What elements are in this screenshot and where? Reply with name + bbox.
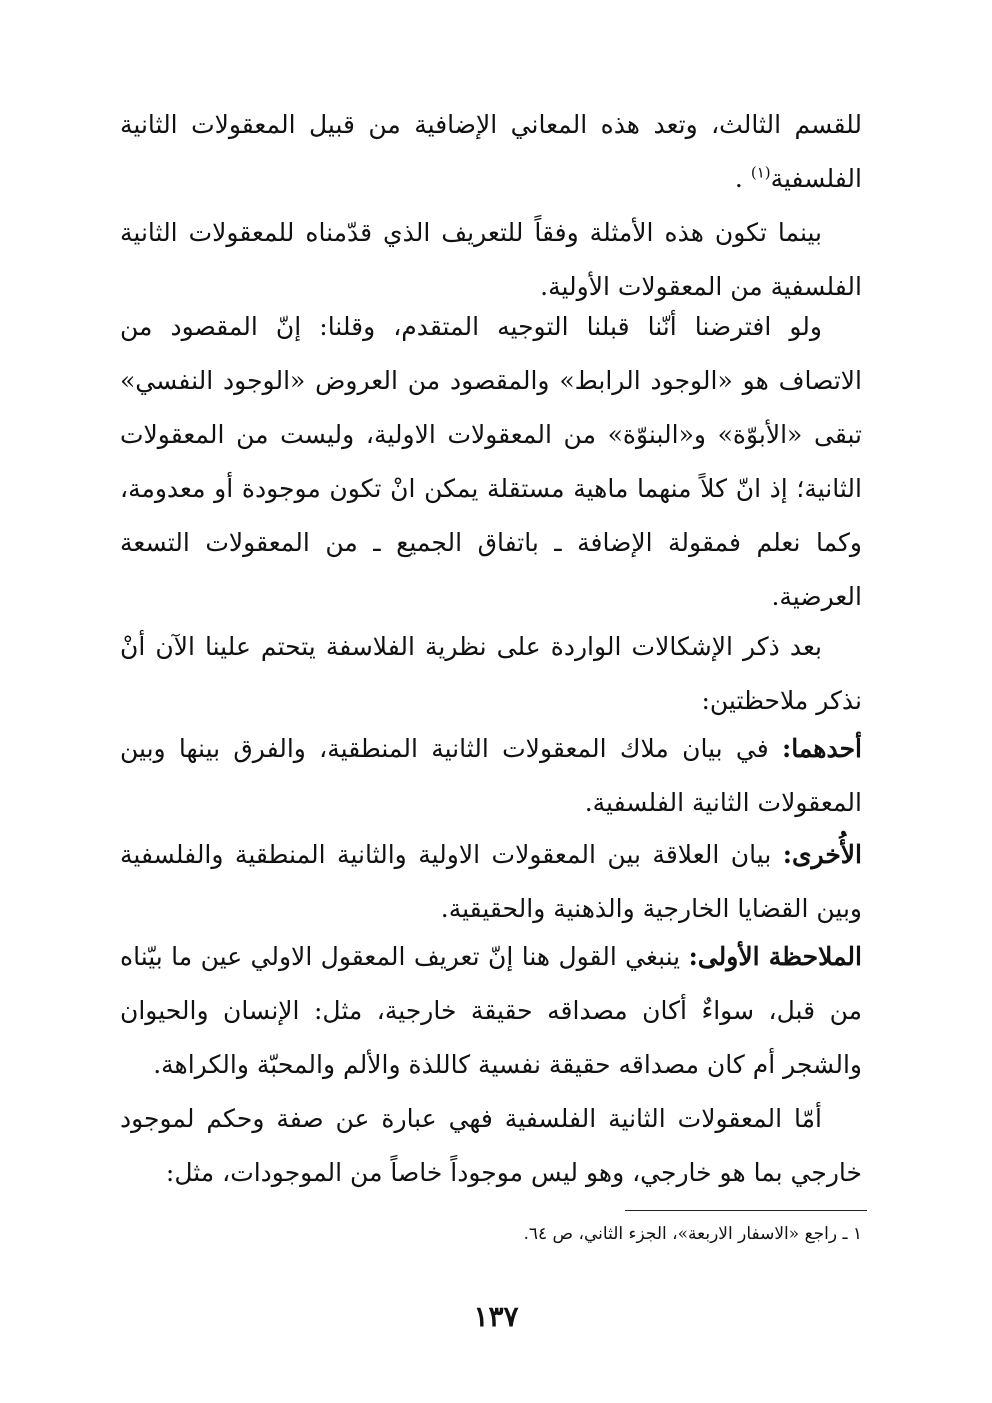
paragraph-7-text: ينبغي القول هنا إنّ تعريف المعقول الاولي عين ما بيّناه من قبل، سواءٌ أكان مصداقه حقيقة خارجية، مثل: الإنسان والحيوان والشجر أم كان مصداقه حقيقة نفسية كاللذة والألم والمحبّة والكراهة.: [120, 942, 862, 1079]
paragraph-1-text: للقسم الثالث، وتعد هذه المعاني الإضافية من قبيل المعقولات الثانية الفلسفية: [120, 110, 862, 193]
page-number: ١٣٧: [473, 1300, 519, 1333]
paragraph-1-end: .: [734, 164, 751, 193]
paragraph-7: [120, 930, 862, 1092]
paragraph-6-text: بيان العلاقة بين المعقولات الاولية والثانية المنطقية والفلسفية وبين القضايا الخارجية والذهنية والحقيقية.: [120, 840, 862, 923]
footnote: ١ ـ راجع «الاسفار الاربعة»، الجزء الثاني، ص ٦٤.: [523, 1224, 862, 1244]
paragraph-5-label: أحدهما:: [781, 734, 862, 763]
paragraph-5-text: في بيان ملاك المعقولات الثانية المنطقية، والفرق بينها وبين المعقولات الثانية الفلسفية.: [120, 734, 862, 817]
paragraph-8: أمّا المعقولات الثانية الفلسفية فهي عبارة عن صفة وحكم لموجود خارجي بما هو خارجي، وهو ليس موجوداً خاصاً من الموجودات، مثل:: [120, 1104, 862, 1187]
footnote-divider: [625, 1210, 867, 1211]
paragraph-7-label: الملاحظة الأولى:: [688, 942, 862, 971]
paragraph-5: [120, 722, 862, 830]
footnote-reference[interactable]: (١): [750, 163, 771, 182]
paragraph-1: [120, 98, 862, 206]
paragraph-4: بعد ذكر الإشكالات الواردة على نظرية الفلاسفة يتحتم علينا الآن أنْ نذكر ملاحظتين:: [120, 632, 862, 715]
paragraph-6-label: الأُخرى:: [782, 840, 862, 869]
paragraph-3: ولو افترضنا أنّنا قبلنا التوجيه المتقدم، وقلنا: إنّ المقصود من الاتصاف هو «الوجود الرابط» والمقصود من العروض «الوجود النفسي» تبقى «الأبوّة» و«البنوّة» من المعقولات الاولية، وليست من المعقولات الثانية؛ إذ انّ كلاً منهما ماهية مستقلة يمكن انْ تكون موجودة أو معدومة، وكما نعلم فمقولة الإضافة ـ باتفاق الجميع ـ من المعقولات التسعة العرضية.: [120, 312, 863, 611]
paragraph-6: [120, 828, 862, 936]
paragraph-2: بينما تكون هذه الأمثلة وفقاً للتعريف الذي قدّمناه للمعقولات الثانية الفلسفية من المعقولات الأولية.: [120, 218, 862, 301]
